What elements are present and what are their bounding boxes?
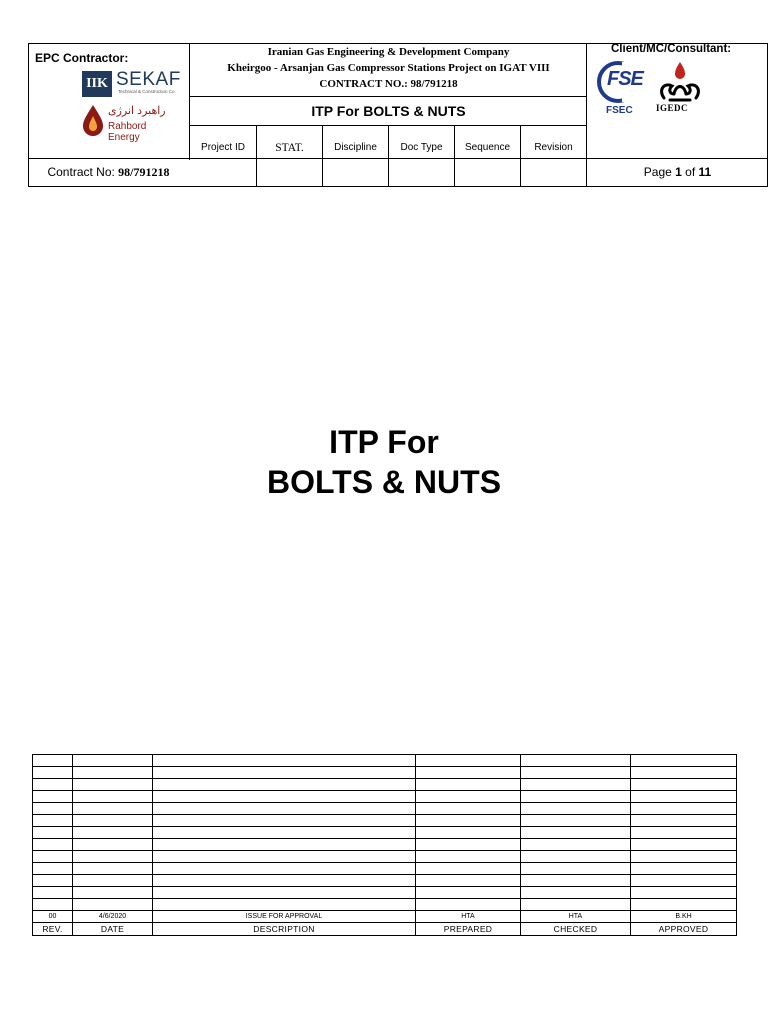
page-prefix: Page: [643, 165, 676, 179]
header-checked: CHECKED: [521, 923, 631, 936]
table-row: [33, 839, 737, 851]
client-label: Client/MC/Consultant:: [611, 43, 732, 55]
contract-prefix: Contract No:: [47, 165, 119, 179]
sekaf-mark: IIK: [82, 71, 112, 97]
rev-cell: 00: [33, 911, 73, 923]
contract-number-line: CONTRACT NO.: 98/791218: [319, 78, 458, 90]
description-cell: ISSUE FOR APPROVAL: [153, 911, 416, 923]
fsec-mark: FSE: [607, 68, 643, 90]
igedc-text: IGEDC: [656, 103, 689, 113]
flame-drop-icon: [82, 104, 104, 136]
code-discipline: Discipline: [334, 142, 377, 153]
code-doc-type: Doc Type: [400, 142, 443, 153]
header-rev: REV.: [33, 923, 73, 936]
prepared-cell: HTA: [416, 911, 521, 923]
company-block: [190, 44, 587, 92]
table-row: [33, 827, 737, 839]
title-line-1: ITP For: [329, 424, 439, 460]
table-row: [33, 911, 737, 923]
fsec-text: FSEC: [606, 105, 633, 116]
header-prepared: PREPARED: [416, 923, 521, 936]
code-revision: Revision: [534, 142, 573, 153]
page-current: 1: [675, 165, 682, 179]
table-row: [33, 779, 737, 791]
table-row: [33, 851, 737, 863]
code-stat: STAT.: [275, 142, 304, 154]
table-row: [33, 755, 737, 767]
table-row: [33, 887, 737, 899]
approved-cell: B.KH: [631, 911, 737, 923]
table-row: [33, 815, 737, 827]
rahbord-english-text: Rahbord Energy: [108, 121, 147, 143]
date-cell: 4/6/2020: [73, 911, 153, 923]
contract-value: 98/791218: [118, 165, 170, 179]
sekaf-logo: [82, 69, 181, 97]
table-row: [33, 767, 737, 779]
header-description: DESCRIPTION: [153, 923, 416, 936]
igedc-emblem-icon: [654, 60, 706, 102]
sekaf-subtitle: Technical & Construction Co.: [118, 89, 176, 94]
rahbord-logo: [82, 104, 174, 143]
page-of: of: [681, 165, 699, 179]
table-row: [33, 875, 737, 887]
table-row: [33, 791, 737, 803]
project-name: Kheirgoo - Arsanjan Gas Compressor Stations Project on IGAT VIII: [227, 62, 550, 74]
table-row: [33, 863, 737, 875]
company-name: Iranian Gas Engineering & Development Company: [267, 46, 510, 58]
checked-cell: HTA: [521, 911, 631, 923]
header-approved: APPROVED: [631, 923, 737, 936]
table-row: [33, 803, 737, 815]
igedc-logo: [652, 60, 708, 118]
fsec-logo: [594, 60, 650, 118]
revision-table: [32, 754, 737, 936]
table-row: [33, 899, 737, 911]
header-date: DATE: [73, 923, 153, 936]
sekaf-wordmark: SEKAF: [116, 69, 181, 90]
title-line-2: BOLTS & NUTS: [266, 464, 502, 500]
code-sequence: Sequence: [464, 142, 511, 153]
document-title: ITP For BOLTS & NUTS: [311, 103, 466, 119]
page-total: 11: [698, 165, 712, 179]
table-header-row: [33, 923, 737, 936]
rahbord-farsi-text: راهبرد انرژی: [108, 105, 166, 117]
epc-contractor-label: EPC Contractor:: [35, 51, 129, 65]
contract-no: [28, 159, 189, 186]
page-number: [587, 159, 768, 186]
code-project-id: Project ID: [201, 142, 245, 153]
